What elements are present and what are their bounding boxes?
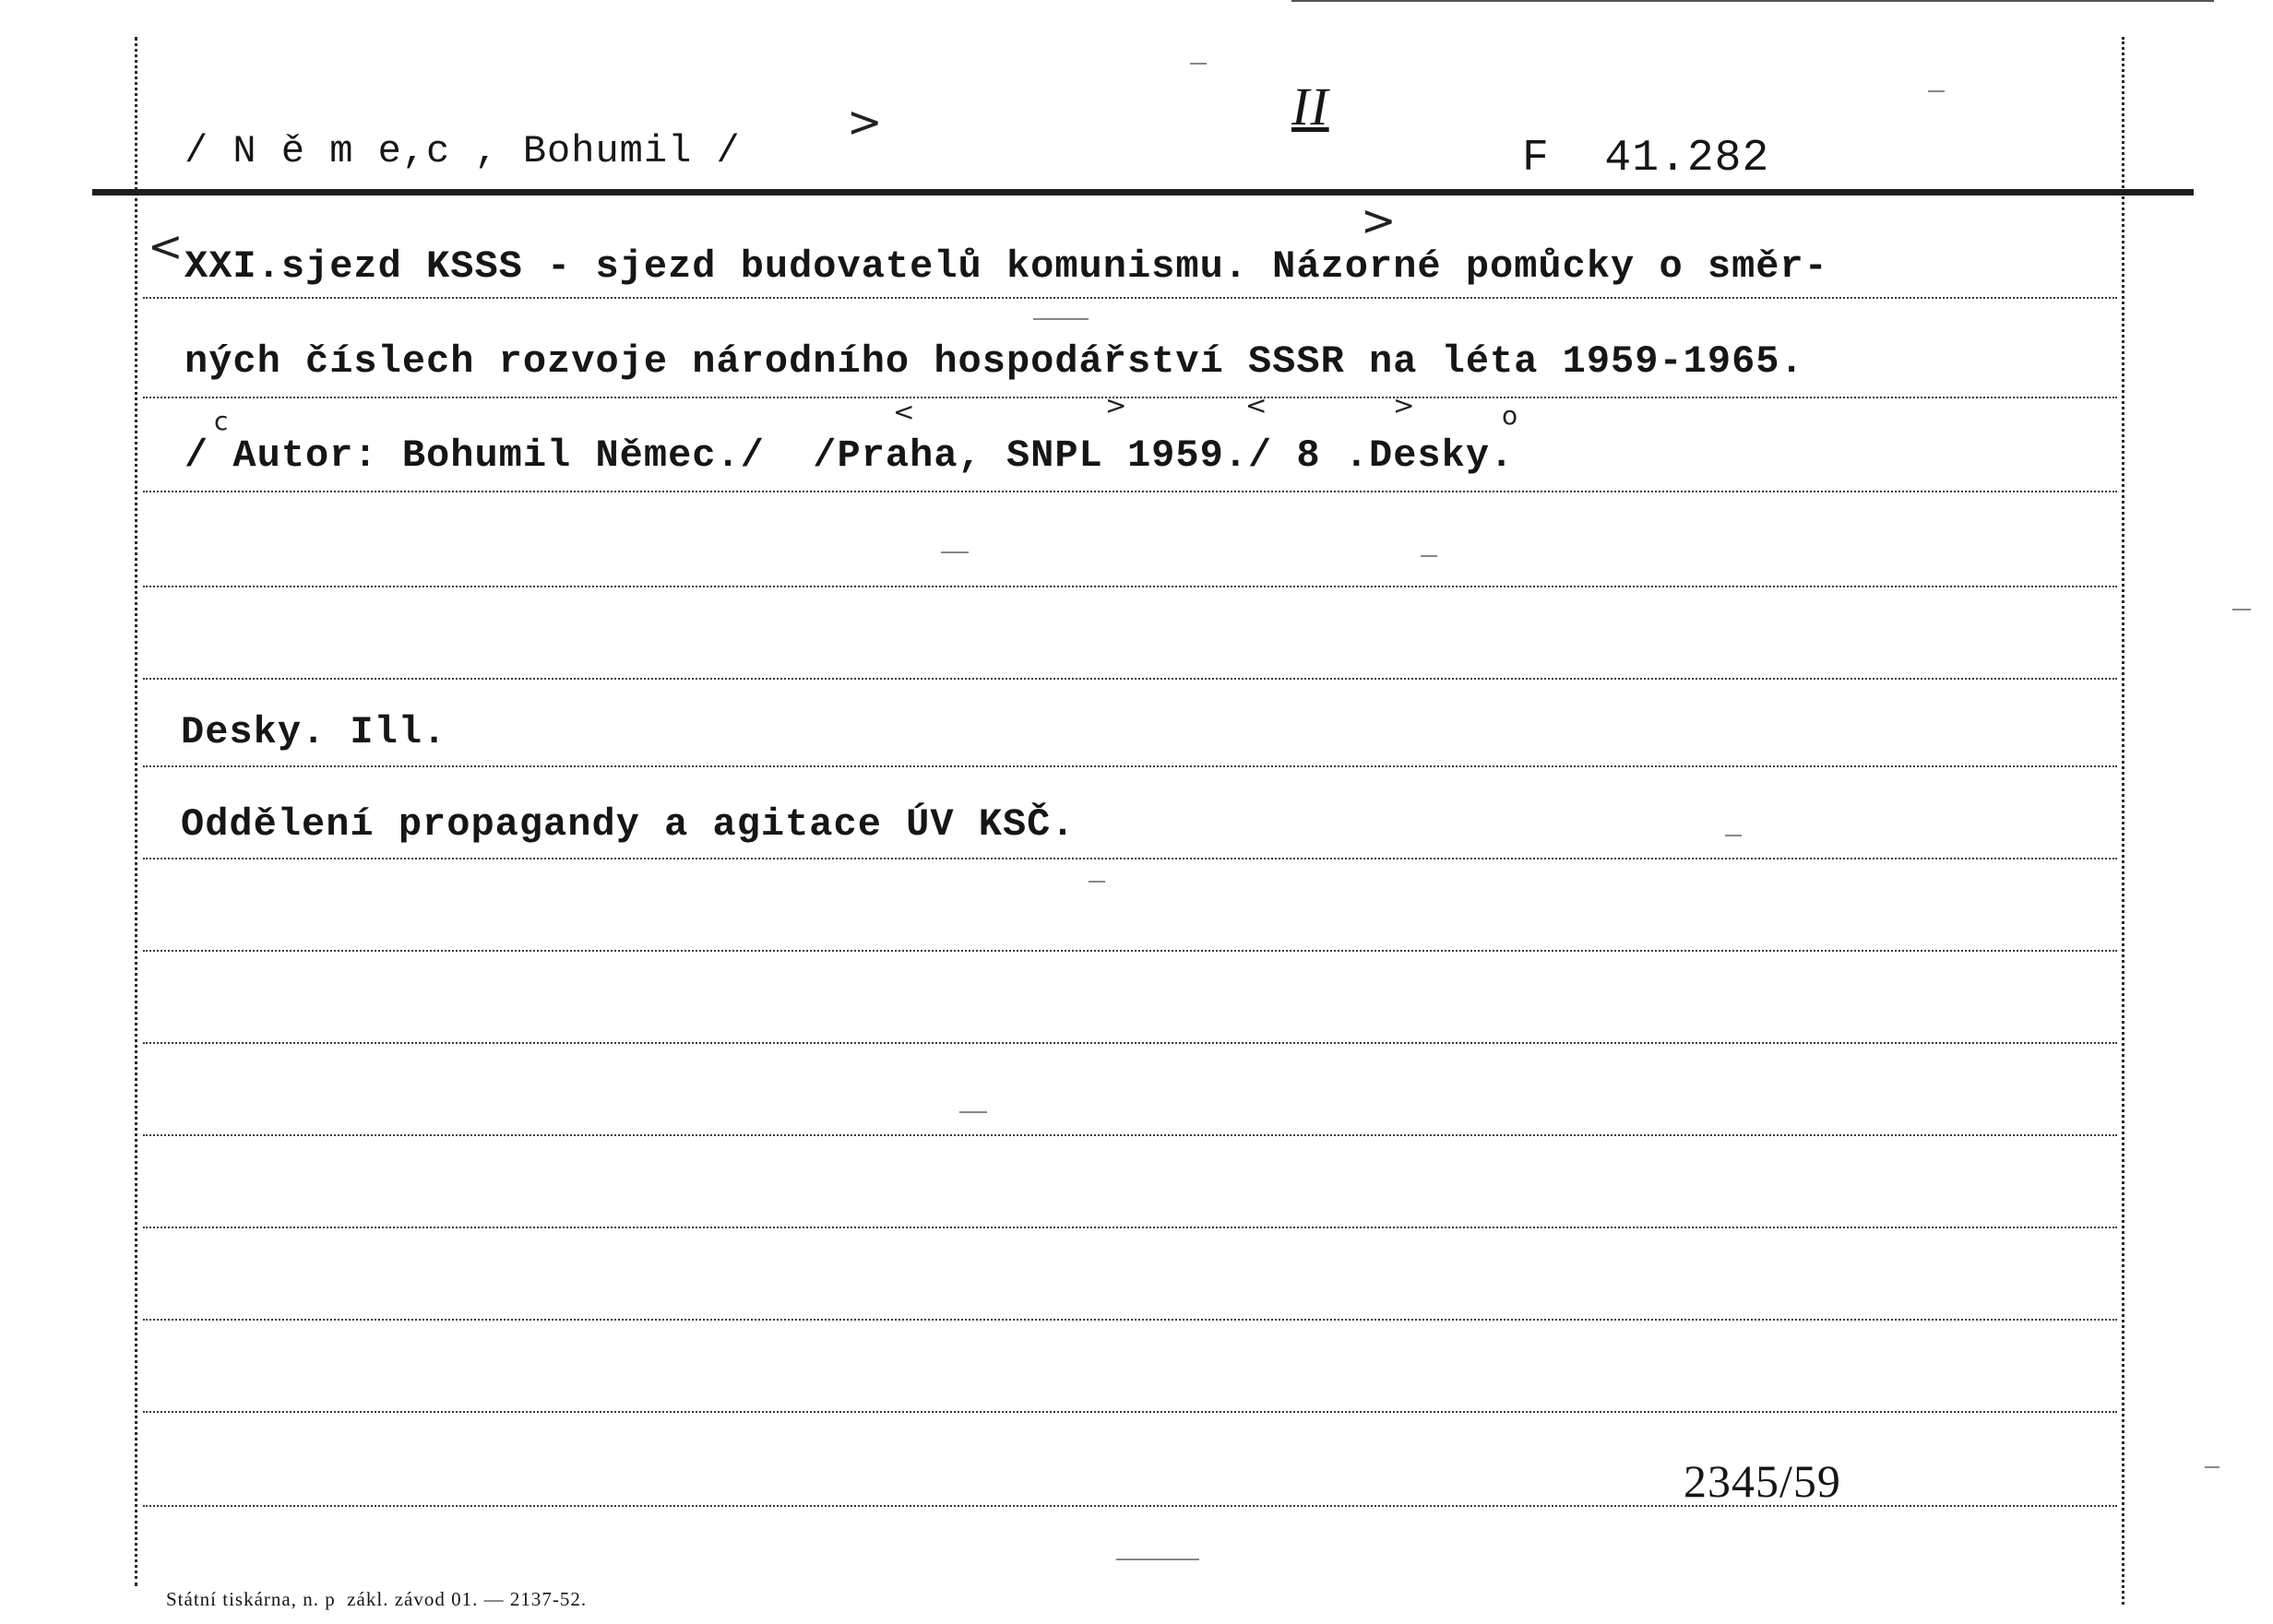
ruled-line: [143, 586, 2117, 587]
insert-mark-open-3: <: [893, 397, 915, 427]
shelf-signature: F 41.282: [1522, 134, 1770, 184]
smudge: [2205, 1466, 2219, 1468]
caret-mark: c: [214, 406, 229, 436]
smudge: [959, 1111, 987, 1113]
right-margin-line: [2122, 37, 2124, 1605]
smudge: [1725, 835, 1742, 836]
ruled-line: [143, 858, 2117, 859]
insert-mark-close-4: >: [1393, 390, 1415, 421]
smudge: [1089, 881, 1105, 883]
ruled-line: [143, 1134, 2117, 1136]
insert-mark-close: >: [847, 97, 883, 147]
ruled-line: [143, 950, 2117, 952]
smudge: [1116, 1559, 1199, 1560]
ruled-line: [143, 491, 2117, 492]
printer-imprint: Státní tiskárna, n. p zákl. závod 01. — 2137-52.: [166, 1588, 588, 1610]
ruled-line: [143, 1505, 2117, 1507]
smudge: [1033, 318, 1089, 320]
ruled-line: [143, 1042, 2117, 1044]
smudge: [941, 551, 969, 553]
roman-numeral-mark: II: [1291, 77, 1329, 136]
heading-rule: [92, 189, 2194, 196]
insert-mark-open: <: [148, 221, 184, 271]
ruled-line: [143, 765, 2117, 767]
insert-mark-close-2: >: [1361, 196, 1397, 245]
smudge: [2232, 609, 2251, 610]
ruled-line: [143, 397, 2117, 398]
note-illustrations: Desky. Ill.: [181, 710, 447, 754]
note-publisher: Oddělení propagandy a agitace ÚV KSČ.: [181, 802, 1076, 847]
left-margin-line: [135, 37, 137, 1586]
smudge: [1421, 555, 1437, 557]
accession-number: 2345/59: [1684, 1455, 1841, 1507]
smudge: [1190, 63, 1207, 65]
author-heading: / N ě m e,c , Bohumil /: [184, 129, 741, 173]
title-line-2: ných číslech rozvoje národního hospodářství SSSR na léta 1959-1965.: [184, 339, 1804, 384]
smudge: [1928, 90, 1945, 92]
ruled-line: [143, 1319, 2117, 1321]
ruled-line: [143, 1411, 2117, 1413]
insert-mark-close-3: >: [1105, 390, 1127, 421]
ruled-line: [143, 678, 2117, 680]
title-line-3: / Autor: Bohumil Němec./ /Praha, SNPL 1959./ 8 .Desky.: [184, 433, 1515, 478]
title-line-1: XXI.sjezd KSSS - sjezd budovatelů komunismu. Názorné pomůcky o směr-: [184, 244, 1828, 289]
format-superscript: o: [1502, 400, 1518, 431]
ruled-line: [143, 297, 2117, 299]
insert-mark-open-4: <: [1245, 390, 1267, 421]
ruled-line: [143, 1227, 2117, 1228]
top-edge-line: [1291, 0, 2214, 2]
